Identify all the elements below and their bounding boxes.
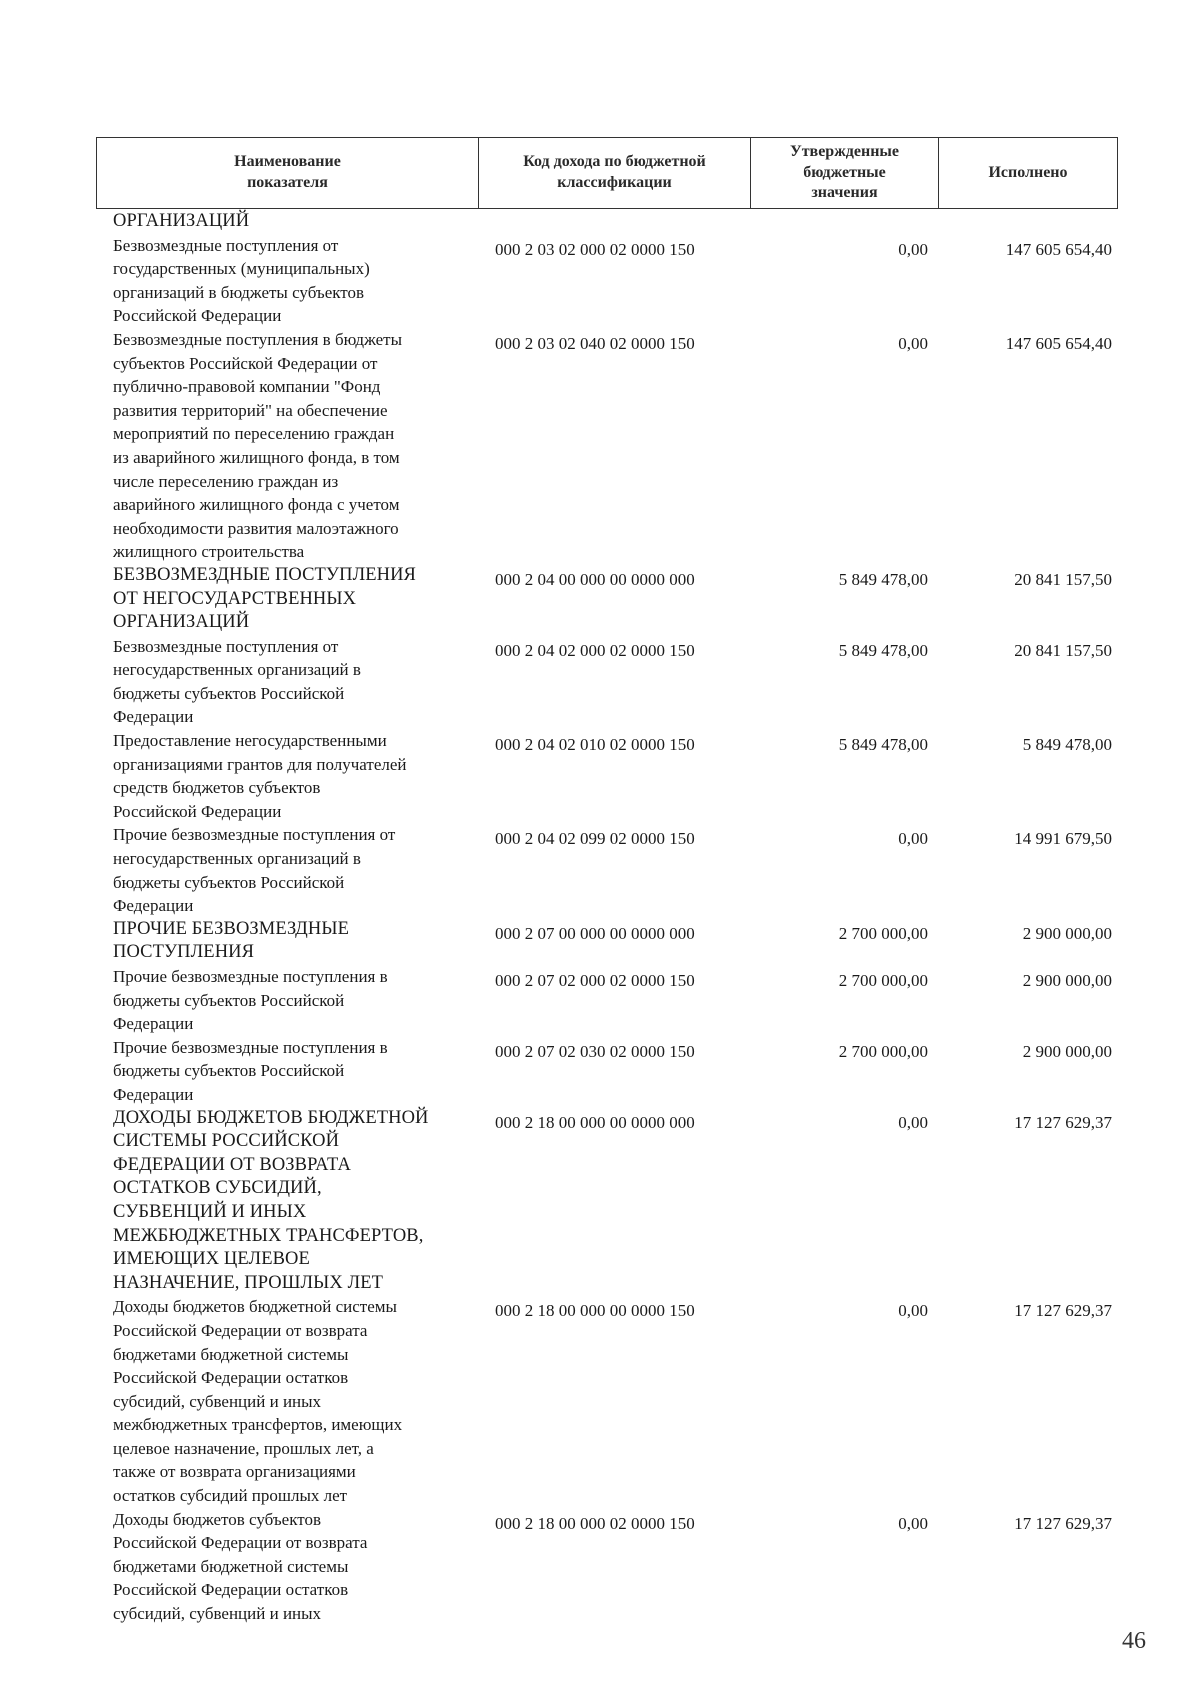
income-code-cell: 000 2 07 02 030 02 0000 150: [495, 1041, 695, 1061]
table-row: [96, 1036, 1118, 1107]
header-income-code: Код дохода по бюджетной классификации: [479, 138, 751, 208]
indicator-name-cell: Безвозмездные поступления в бюджеты субъектов Российской Федерации от публично-правовой компании "Фонд развития территорий" на обеспечение мероприятий по переселению граждан из аварийного жилищного фонда, в том числе переселению граждан из аварийного жилищного фонда с учетом необходимости развития малоэтажного жилищного строительства: [113, 329, 402, 562]
indicator-name-cell: Прочие безвозмездные поступления от негосударственных организаций в бюджеты субъектов Российской Федерации: [113, 825, 396, 916]
approved-value-cell: 0,00: [898, 1112, 928, 1132]
executed-value-cell: 17 127 629,37: [1014, 1301, 1112, 1321]
table-body: [96, 210, 1118, 1626]
executed-value-cell: 20 841 157,50: [1014, 640, 1112, 660]
table-header: [96, 137, 1118, 209]
executed-value-cell: 17 127 629,37: [1014, 1112, 1112, 1132]
table-row: [96, 823, 1118, 917]
indicator-name-cell: Безвозмездные поступления от государственных (муниципальных) организаций в бюджеты субъектов Российской Федерации: [113, 235, 370, 326]
approved-value-cell: 0,00: [898, 1301, 928, 1321]
table-row: [96, 1107, 1118, 1296]
approved-value-cell: 2 700 000,00: [838, 1041, 928, 1061]
executed-value-cell: 2 900 000,00: [1022, 1041, 1112, 1061]
table-row: [96, 635, 1118, 729]
approved-value-cell: 5 849 478,00: [838, 640, 928, 660]
executed-value-cell: 5 849 478,00: [1022, 735, 1112, 755]
income-code-cell: 000 2 04 02 099 02 0000 150: [495, 829, 695, 849]
header-executed: Исполнено: [988, 163, 1068, 181]
approved-value-cell: 0,00: [898, 333, 928, 353]
table-row: [96, 729, 1118, 823]
approved-value-cell: 0,00: [898, 239, 928, 259]
indicator-name-cell: Предоставление негосударственными организациями грантов для получателей средств бюджетов субъектов Российской Федерации: [113, 731, 407, 821]
indicator-name-cell: Доходы бюджетов бюджетной системы Российской Федерации от возврата бюджетами бюджетной системы Российской Федерации остатков субсидий, субвенций и иных межбюджетных трансфертов, имеющих целевое назначение, прошлых лет, а также от возврата организациями остатков субсидий прошлых лет: [113, 1297, 403, 1506]
table-row: [96, 210, 1118, 234]
table-row: [96, 1508, 1118, 1626]
income-code-cell: 000 2 18 00 000 00 0000 150: [495, 1301, 695, 1321]
indicator-name-cell: Прочие безвозмездные поступления в бюджеты субъектов Российской Федерации: [113, 1037, 388, 1104]
approved-value-cell: 0,00: [898, 829, 928, 849]
header-approved-values: Утвержденные бюджетные значения: [751, 138, 939, 208]
budget-table: [96, 137, 1118, 1626]
income-code-cell: 000 2 18 00 000 00 0000 000: [495, 1112, 695, 1132]
page-number: 46: [1122, 1628, 1146, 1654]
approved-value-cell: 2 700 000,00: [838, 923, 928, 943]
income-code-cell: 000 2 07 00 000 00 0000 000: [495, 923, 695, 943]
approved-value-cell: 2 700 000,00: [838, 971, 928, 990]
table-row: [96, 234, 1118, 328]
indicator-name-cell: ПРОЧИЕ БЕЗВОЗМЕЗДНЫЕ ПОСТУПЛЕНИЯ: [113, 918, 349, 963]
approved-value-cell: [750, 210, 938, 234]
income-code-cell: 000 2 03 02 040 02 0000 150: [495, 333, 695, 353]
table-row: [96, 564, 1118, 635]
executed-value-cell: [938, 210, 1118, 234]
indicator-name-cell: Безвозмездные поступления от негосударственных организаций в бюджеты субъектов Российской Федерации: [113, 636, 361, 727]
table-row: [96, 1295, 1118, 1507]
table-row: [96, 965, 1118, 1036]
table-row: [96, 328, 1118, 564]
income-code-cell: [478, 210, 750, 234]
income-code-cell: 000 2 04 02 010 02 0000 150: [495, 735, 695, 755]
indicator-name-cell: Доходы бюджетов субъектов Российской Федерации от возврата бюджетами бюджетной системы Российской Федерации остатков субсидий, субвенций и иных: [113, 1509, 368, 1624]
executed-value-cell: 147 605 654,40: [1005, 333, 1112, 353]
executed-value-cell: 147 605 654,40: [1005, 239, 1112, 259]
executed-value-cell: 17 127 629,37: [1014, 1513, 1112, 1533]
header-indicator-name: Наименование показателя: [97, 138, 479, 208]
indicator-name-cell: БЕЗВОЗМЕЗДНЫЕ ПОСТУПЛЕНИЯ ОТ НЕГОСУДАРСТВЕННЫХ ОРГАНИЗАЦИЙ: [113, 564, 416, 633]
approved-value-cell: 5 849 478,00: [838, 735, 928, 755]
indicator-name-cell: ДОХОДЫ БЮДЖЕТОВ БЮДЖЕТНОЙ СИСТЕМЫ РОССИЙСКОЙ ФЕДЕРАЦИИ ОТ ВОЗВРАТА ОСТАТКОВ СУБСИДИЙ, СУБВЕНЦИЙ И ИНЫХ МЕЖБЮДЖЕТНЫХ ТРАНСФЕРТОВ, ИМЕЮЩИХ ЦЕЛЕВОЕ НАЗНАЧЕНИЕ, ПРОШЛЫХ ЛЕТ: [113, 1107, 429, 1293]
executed-value-cell: 2 900 000,00: [1022, 923, 1112, 943]
income-code-cell: 000 2 03 02 000 02 0000 150: [495, 239, 695, 259]
indicator-name-cell: Прочие безвозмездные поступления в бюджеты субъектов Российской Федерации: [113, 967, 388, 1034]
indicator-name-cell: ОРГАНИЗАЦИЙ: [113, 211, 250, 231]
approved-value-cell: 0,00: [898, 1513, 928, 1533]
executed-value-cell: 2 900 000,00: [1022, 971, 1112, 990]
executed-value-cell: 14 991 679,50: [1014, 829, 1112, 849]
income-code-cell: 000 2 04 00 000 00 0000 000: [495, 569, 695, 589]
table-row: [96, 918, 1118, 965]
income-code-cell: 000 2 07 02 000 02 0000 150: [495, 971, 695, 990]
income-code-cell: 000 2 18 00 000 02 0000 150: [495, 1513, 695, 1533]
income-code-cell: 000 2 04 02 000 02 0000 150: [495, 640, 695, 660]
approved-value-cell: 5 849 478,00: [838, 569, 928, 589]
executed-value-cell: 20 841 157,50: [1014, 569, 1112, 589]
